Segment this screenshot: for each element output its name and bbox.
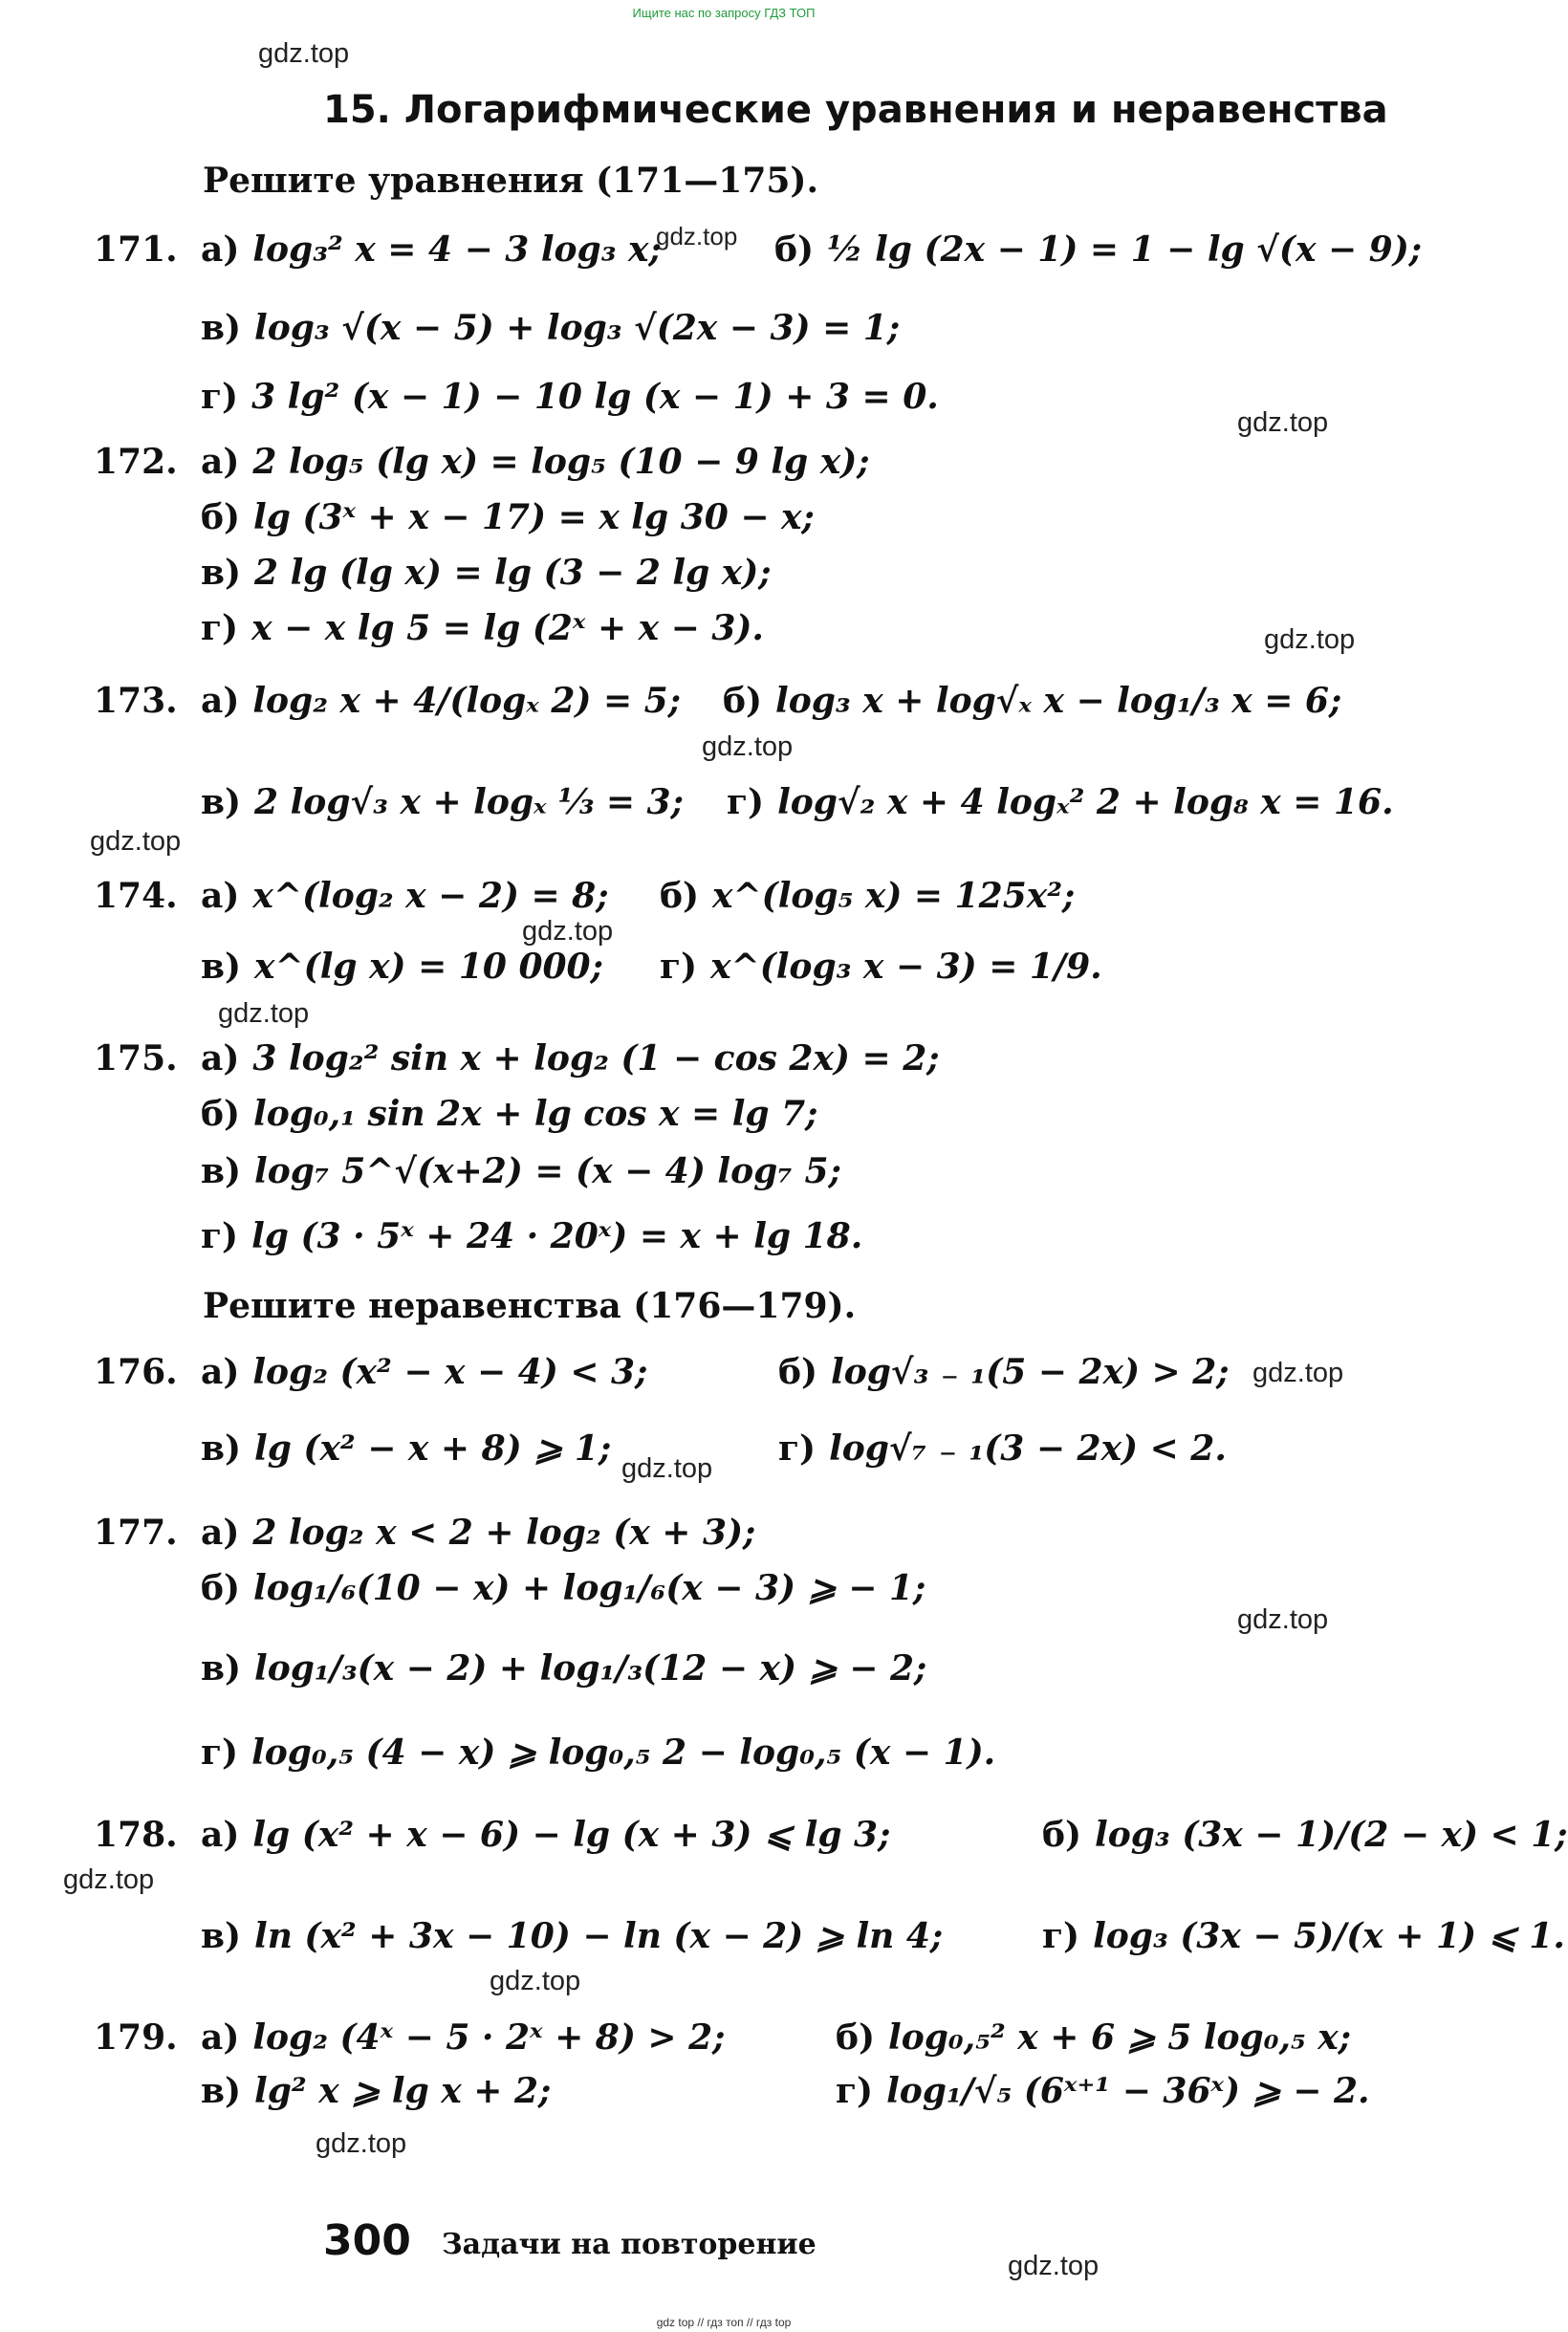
problem-item xyxy=(201,497,815,537)
formula: 2 log₅ (lg x) = log₅ (10 − 9 lg x); xyxy=(252,442,870,482)
item-label: б) xyxy=(201,1094,241,1134)
item-label: в) xyxy=(201,1916,242,1956)
formula: lg (3ˣ + x − 17) = x lg 30 − x; xyxy=(253,497,815,537)
problem-item xyxy=(201,1038,940,1079)
item-label: а) xyxy=(201,229,240,270)
formula: log₂ (4ˣ − 5 · 2ˣ + 8) > 2; xyxy=(252,2017,726,2058)
formula: 3 log₂² sin x + log₂ (1 − cos 2x) = 2; xyxy=(252,1038,940,1079)
problem-item xyxy=(1042,1916,1565,1956)
problem-item xyxy=(201,1916,943,1956)
formula: lg (x² − x + 8) ⩾ 1; xyxy=(254,1428,612,1469)
formula: x^(log₅ x) = 125x²; xyxy=(712,876,1076,916)
problem-number: 176. xyxy=(94,1352,178,1392)
problem-item xyxy=(201,553,772,593)
item-label: г) xyxy=(201,1216,239,1256)
problem-number: 174. xyxy=(94,876,178,916)
formula: log₃ √(x − 5) + log₃ √(2x − 3) = 1; xyxy=(254,308,901,348)
problem-item xyxy=(201,1568,926,1608)
item-label: в) xyxy=(201,947,242,987)
item-label: а) xyxy=(201,1815,240,1855)
problem-item xyxy=(201,229,662,270)
problem-item xyxy=(201,1151,841,1191)
problem-item xyxy=(201,2017,725,2058)
formula: ln (x² + 3x − 10) − ln (x − 2) ⩾ ln 4; xyxy=(254,1916,944,1956)
item-label: а) xyxy=(201,1513,240,1553)
problem-item xyxy=(201,876,609,916)
item-label: б) xyxy=(778,1352,818,1392)
watermark: gdz.top xyxy=(490,1966,581,1996)
formula: 2 log√₃ x + logₓ ⅓ = 3; xyxy=(254,782,684,822)
problem-item xyxy=(201,2071,551,2111)
problem-item xyxy=(836,2017,1351,2058)
item-label: в) xyxy=(201,553,242,593)
item-label: б) xyxy=(836,2017,876,2058)
item-label: а) xyxy=(201,1038,240,1079)
problem-number: 171. xyxy=(94,229,178,270)
problem-item xyxy=(201,377,939,417)
footer-note: gdz top // гдз топ // гдз top xyxy=(656,2316,792,2329)
formula: log₃ (3x − 1)/(2 − x) < 1; xyxy=(1095,1815,1568,1855)
watermark: gdz.top xyxy=(63,1864,155,1895)
item-label: б) xyxy=(201,1568,241,1608)
formula: log₀,₅² x + 6 ⩾ 5 log₀,₅ x; xyxy=(888,2017,1352,2058)
watermark: gdz.top xyxy=(522,916,614,947)
formula: log√₇ ₋ ₁(3 − 2x) < 2. xyxy=(829,1428,1227,1469)
problem-item xyxy=(727,782,1394,822)
problem-item xyxy=(201,608,764,648)
formula: x − x lg 5 = lg (2ˣ + x − 3). xyxy=(251,608,764,648)
watermark: gdz.top xyxy=(218,998,310,1029)
watermark: gdz.top xyxy=(702,731,794,762)
problem-item xyxy=(201,308,900,348)
watermark: gdz.top xyxy=(656,222,738,251)
formula: lg² x ⩾ lg x + 2; xyxy=(254,2071,552,2111)
watermark: gdz.top xyxy=(621,1453,713,1484)
item-label: в) xyxy=(201,2071,242,2111)
problem-number: 178. xyxy=(94,1815,178,1855)
formula: x^(log₂ x − 2) = 8; xyxy=(252,876,609,916)
item-label: г) xyxy=(201,377,239,417)
formula: log₁/₃(x − 2) + log₁/₃(12 − x) ⩾ − 2; xyxy=(254,1648,927,1689)
problem-item xyxy=(774,229,1422,270)
problem-item xyxy=(201,442,870,482)
item-label: а) xyxy=(201,681,240,721)
problem-item xyxy=(660,876,1075,916)
problem-item xyxy=(1042,1815,1568,1855)
problem-item xyxy=(201,1094,817,1134)
item-label: г) xyxy=(201,1733,239,1773)
item-label: г) xyxy=(660,947,698,987)
problem-number: 175. xyxy=(94,1038,178,1079)
formula: x^(lg x) = 10 000; xyxy=(254,947,603,987)
problem-item xyxy=(201,1216,862,1256)
problem-item xyxy=(201,782,684,822)
watermark: gdz.top xyxy=(1237,407,1329,438)
formula: ½ lg (2x − 1) = 1 − lg √(x − 9); xyxy=(827,229,1423,270)
page-number: 300 xyxy=(323,2216,411,2265)
formula: log₂ (x² − x − 4) < 3; xyxy=(252,1352,648,1392)
watermark: gdz.top xyxy=(1008,2251,1100,2281)
item-label: в) xyxy=(201,1151,242,1191)
problem-item xyxy=(660,947,1102,987)
problem-item xyxy=(201,1733,995,1773)
problem-item xyxy=(201,1352,647,1392)
problem-item xyxy=(723,681,1341,721)
item-label: г) xyxy=(201,608,239,648)
formula: x^(log₃ x − 3) = 1/9. xyxy=(710,947,1102,987)
problem-number: 179. xyxy=(94,2017,178,2058)
instructions-inequalities: Решите неравенства (176—179). xyxy=(203,1286,857,1326)
formula: log₃ x + log√ₓ x − log₁/₃ x = 6; xyxy=(775,681,1342,721)
item-label: г) xyxy=(778,1428,817,1469)
item-label: а) xyxy=(201,442,240,482)
problem-number: 173. xyxy=(94,681,178,721)
item-label: б) xyxy=(774,229,815,270)
item-label: а) xyxy=(201,1352,240,1392)
formula: 2 log₂ x < 2 + log₂ (x + 3); xyxy=(252,1513,756,1553)
item-label: а) xyxy=(201,876,240,916)
formula: log₃ (3x − 5)/(x + 1) ⩽ 1. xyxy=(1093,1916,1565,1956)
watermark: gdz.top xyxy=(1264,624,1356,655)
watermark: gdz.top xyxy=(90,826,182,857)
item-label: в) xyxy=(201,782,242,822)
item-label: г) xyxy=(727,782,765,822)
item-label: г) xyxy=(1042,1916,1080,1956)
formula: log√₃ ₋ ₁(5 − 2x) > 2; xyxy=(831,1352,1230,1392)
item-label: б) xyxy=(1042,1815,1082,1855)
formula: log₀,₁ sin 2x + lg cos x = lg 7; xyxy=(253,1094,818,1134)
problem-item xyxy=(201,1513,755,1553)
problem-item xyxy=(778,1352,1230,1392)
section-title: 15. Логарифмические уравнения и неравенства xyxy=(323,88,1388,132)
formula: 2 lg (lg x) = lg (3 − 2 lg x); xyxy=(254,553,772,593)
instructions-equations: Решите уравнения (171—175). xyxy=(203,161,818,201)
problem-item xyxy=(778,1428,1227,1469)
formula: log₁/₆(10 − x) + log₁/₆(x − 3) ⩾ − 1; xyxy=(253,1568,926,1608)
item-label: б) xyxy=(201,497,241,537)
item-label: г) xyxy=(836,2071,874,2111)
item-label: а) xyxy=(201,2017,240,2058)
problem-item xyxy=(201,947,603,987)
watermark: gdz.top xyxy=(1237,1604,1329,1635)
formula: 3 lg² (x − 1) − 10 lg (x − 1) + 3 = 0. xyxy=(251,377,939,417)
item-label: б) xyxy=(660,876,700,916)
formula: log₂ x + 4/(logₓ 2) = 5; xyxy=(252,681,682,721)
formula: lg (x² + x − 6) − lg (x + 3) ⩽ lg 3; xyxy=(252,1815,891,1855)
item-label: в) xyxy=(201,1428,242,1469)
problem-item xyxy=(201,1815,890,1855)
problem-item xyxy=(201,681,681,721)
formula: log√₂ x + 4 logₓ² 2 + log₈ x = 16. xyxy=(777,782,1394,822)
formula: log₀,₅ (4 − x) ⩾ log₀,₅ 2 − log₀,₅ (x − 1). xyxy=(251,1733,996,1773)
formula: lg (3 · 5ˣ + 24 · 20ˣ) = x + lg 18. xyxy=(251,1216,863,1256)
footer-title: Задачи на повторение xyxy=(442,2228,817,2261)
formula: log₃² x = 4 − 3 log₃ x; xyxy=(252,229,662,270)
item-label: б) xyxy=(723,681,763,721)
watermark: gdz.top xyxy=(1252,1358,1344,1388)
watermark: gdz.top xyxy=(316,2128,407,2159)
problem-number: 172. xyxy=(94,442,178,482)
problem-item xyxy=(836,2071,1370,2111)
problem-number: 177. xyxy=(94,1513,178,1553)
header-note: Ищите нас по запросу ГДЗ ТОП xyxy=(632,6,816,20)
problem-item xyxy=(201,1648,926,1689)
formula: log₇ 5^√(x+2) = (x − 4) log₇ 5; xyxy=(254,1151,841,1191)
item-label: в) xyxy=(201,1648,242,1689)
watermark: gdz.top xyxy=(258,38,350,69)
item-label: в) xyxy=(201,308,242,348)
problem-item xyxy=(201,1428,611,1469)
formula: log₁/√₅ (6ˣ⁺¹ − 36ˣ) ⩾ − 2. xyxy=(886,2071,1370,2111)
